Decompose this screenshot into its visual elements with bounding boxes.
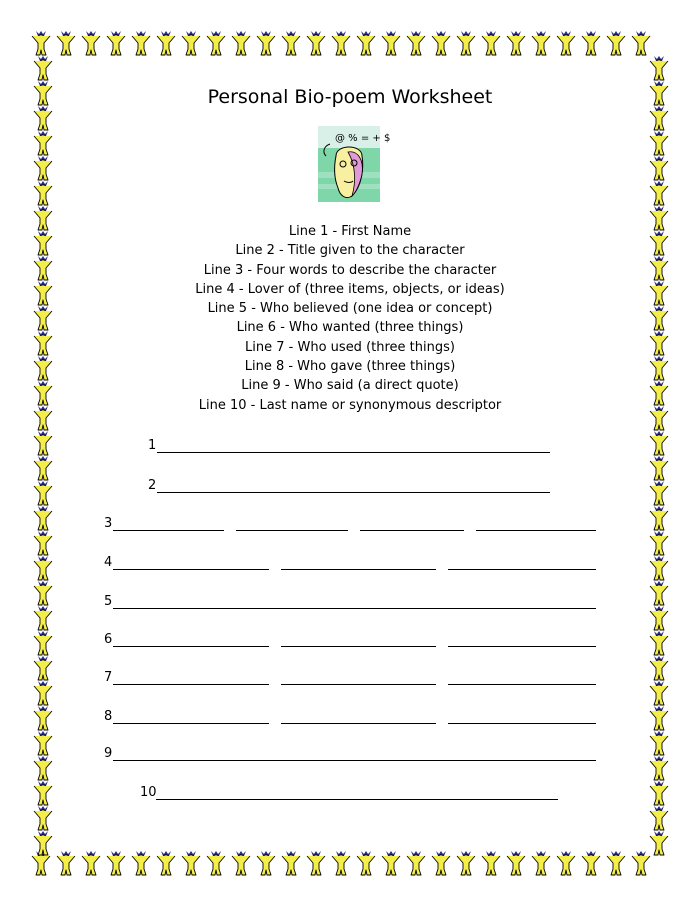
- cheering-figure-icon: [580, 30, 602, 56]
- cheering-figure-icon: [355, 30, 377, 56]
- cheering-figure-icon: [648, 180, 670, 206]
- cheering-figure-icon: [30, 30, 52, 56]
- cheering-figure-icon: [605, 850, 627, 876]
- cheering-figure-icon: [32, 80, 54, 106]
- cheering-figure-icon: [32, 55, 54, 81]
- cheering-figure-icon: [605, 30, 627, 56]
- cheering-figure-icon: [255, 850, 277, 876]
- cheering-figure-icon: [32, 155, 54, 181]
- cheering-figure-icon: [648, 605, 670, 631]
- instruction-line: Line 3 - Four words to describe the character: [203, 262, 497, 278]
- answer-number-9: 9: [104, 746, 113, 761]
- cheering-figure-icon: [648, 280, 670, 306]
- instruction-line: Line 9 - Who said (a direct quote): [241, 378, 459, 394]
- cheering-figure-icon: [648, 105, 670, 131]
- cheering-figure-icon: [305, 850, 327, 876]
- cheering-figure-icon: [155, 30, 177, 56]
- cheering-figure-icon: [255, 30, 277, 56]
- cheering-figure-icon: [480, 850, 502, 876]
- thinking-face-icon: [318, 126, 391, 202]
- cheering-figure-icon: [32, 330, 54, 356]
- cheering-figure-icon: [32, 405, 54, 431]
- cheering-figure-icon: [205, 30, 227, 56]
- answer-blank-6b[interactable]: [281, 646, 436, 647]
- cheering-figure-icon: [32, 105, 54, 131]
- cheering-figure-icon: [648, 730, 670, 756]
- cheering-figure-icon: [32, 430, 54, 456]
- answer-blank-4b[interactable]: [281, 569, 436, 570]
- cheering-figure-icon: [180, 850, 202, 876]
- cheering-figure-icon: [648, 55, 670, 81]
- cheering-figure-icon: [648, 555, 670, 581]
- cheering-figure-icon: [405, 30, 427, 56]
- cheering-figure-icon: [32, 755, 54, 781]
- cheering-figure-icon: [430, 30, 452, 56]
- answer-number-7: 7: [104, 670, 113, 685]
- cheering-figure-icon: [648, 230, 670, 256]
- cheering-figure-icon: [32, 180, 54, 206]
- cheering-figure-icon: [530, 30, 552, 56]
- cheering-figure-icon: [555, 850, 577, 876]
- cheering-figure-icon: [648, 355, 670, 381]
- answer-blank-7a[interactable]: [113, 684, 269, 685]
- answer-blank-8b[interactable]: [281, 723, 436, 724]
- cheering-figure-icon: [648, 455, 670, 481]
- answer-number-4: 4: [104, 555, 113, 570]
- answer-blank-4c[interactable]: [448, 569, 596, 570]
- answer-blank-4a[interactable]: [113, 569, 269, 570]
- answer-blank-7b[interactable]: [281, 684, 436, 685]
- cheering-figure-icon: [32, 255, 54, 281]
- instruction-line: Line 5 - Who believed (one idea or concept): [207, 301, 493, 317]
- cheering-figure-icon: [505, 30, 527, 56]
- instruction-line: Line 8 - Who gave (three things): [244, 359, 456, 375]
- cheering-figure-icon: [32, 530, 54, 556]
- cheering-figure-icon: [32, 580, 54, 606]
- cheering-figure-icon: [648, 405, 670, 431]
- answer-blank-8c[interactable]: [448, 723, 596, 724]
- cheering-figure-icon: [330, 850, 352, 876]
- instruction-line: Line 6 - Who wanted (three things): [236, 320, 464, 336]
- instruction-list: [0, 222, 700, 415]
- cheering-figure-icon: [205, 850, 227, 876]
- cheering-figure-icon: [430, 850, 452, 876]
- cheering-figure-icon: [355, 850, 377, 876]
- answer-blank-3c[interactable]: [360, 530, 464, 531]
- answer-blank-6c[interactable]: [448, 646, 596, 647]
- cheering-figure-icon: [648, 655, 670, 681]
- cheering-figure-icon: [330, 30, 352, 56]
- cheering-figure-icon: [32, 130, 54, 156]
- cheering-figure-icon: [405, 850, 427, 876]
- cheering-figure-icon: [130, 850, 152, 876]
- cheering-figure-icon: [230, 850, 252, 876]
- cheering-figure-icon: [648, 255, 670, 281]
- cheering-figure-icon: [130, 30, 152, 56]
- cheering-figure-icon: [280, 30, 302, 56]
- answer-blank-8a[interactable]: [113, 723, 269, 724]
- answer-blank-7c[interactable]: [448, 684, 596, 685]
- cheering-figure-icon: [32, 655, 54, 681]
- cheering-figure-icon: [32, 805, 54, 831]
- cheering-figure-icon: [180, 30, 202, 56]
- cheering-figure-icon: [305, 30, 327, 56]
- cheering-figure-icon: [32, 555, 54, 581]
- worksheet-title: Personal Bio-poem Worksheet: [207, 86, 493, 108]
- cheering-figure-icon: [455, 850, 477, 876]
- answer-blank-2[interactable]: [157, 492, 550, 493]
- cheering-figure-icon: [32, 230, 54, 256]
- answer-number-1: 1: [148, 438, 157, 453]
- cheering-figure-icon: [32, 280, 54, 306]
- cheering-figure-icon: [648, 780, 670, 806]
- clipart-symbols: @ % = + $: [335, 133, 391, 144]
- answer-number-6: 6: [104, 632, 113, 647]
- cheering-figure-icon: [32, 780, 54, 806]
- cheering-figure-icon: [648, 505, 670, 531]
- instruction-line: Line 1 - First Name: [288, 224, 412, 239]
- cheering-figure-icon: [648, 330, 670, 356]
- cheering-figure-icon: [80, 850, 102, 876]
- cheering-figure-icon: [648, 805, 670, 831]
- answer-blank-3a[interactable]: [113, 530, 224, 531]
- cheering-figure-icon: [505, 850, 527, 876]
- answer-blank-10[interactable]: [156, 799, 558, 800]
- cheering-figure-icon: [32, 505, 54, 531]
- cheering-figure-icon: [32, 305, 54, 331]
- answer-number-8: 8: [104, 709, 113, 724]
- cheering-figure-icon: [580, 850, 602, 876]
- cheering-figure-icon: [32, 605, 54, 631]
- cheering-figure-icon: [648, 430, 670, 456]
- cheering-figure-icon: [555, 30, 577, 56]
- cheering-figure-icon: [648, 130, 670, 156]
- cheering-figure-icon: [155, 850, 177, 876]
- cheering-figure-icon: [105, 850, 127, 876]
- cheering-figure-icon: [648, 705, 670, 731]
- cheering-figure-icon: [230, 30, 252, 56]
- cheering-figure-icon: [648, 80, 670, 106]
- cheering-figure-icon: [648, 205, 670, 231]
- answer-number-2: 2: [148, 478, 157, 493]
- cheering-figure-icon: [648, 530, 670, 556]
- cheering-figure-icon: [32, 830, 54, 856]
- instruction-line: Line 7 - Who used (three things): [245, 339, 455, 355]
- answer-number-10: 10: [140, 785, 157, 800]
- cheering-figure-icon: [32, 355, 54, 381]
- cheering-figure-icon: [648, 305, 670, 331]
- cheering-figure-icon: [32, 705, 54, 731]
- cheering-figure-icon: [55, 850, 77, 876]
- instruction-line: Line 4 - Lover of (three items, objects, or ideas): [195, 281, 505, 297]
- cheering-figure-icon: [32, 205, 54, 231]
- cheering-figure-icon: [32, 730, 54, 756]
- cheering-figure-icon: [455, 30, 477, 56]
- cheering-figure-icon: [648, 580, 670, 606]
- answer-blank-3d[interactable]: [476, 530, 596, 531]
- cheering-figure-icon: [648, 630, 670, 656]
- cheering-figure-icon: [648, 480, 670, 506]
- answer-number-3: 3: [104, 516, 113, 531]
- cheering-figure-icon: [380, 30, 402, 56]
- answer-blank-3b[interactable]: [236, 530, 348, 531]
- answer-blank-1[interactable]: [157, 452, 550, 453]
- cheering-figure-icon: [648, 155, 670, 181]
- cheering-figure-icon: [280, 850, 302, 876]
- cheering-figure-icon: [32, 680, 54, 706]
- cheering-figure-icon: [648, 680, 670, 706]
- answer-blank-6a[interactable]: [113, 646, 269, 647]
- cheering-figure-icon: [380, 850, 402, 876]
- cheering-figure-icon: [630, 30, 652, 56]
- cheering-figure-icon: [32, 380, 54, 406]
- cheering-figure-icon: [648, 830, 670, 856]
- cheering-figure-icon: [648, 380, 670, 406]
- cheering-figure-icon: [32, 630, 54, 656]
- cheering-figure-icon: [105, 30, 127, 56]
- cheering-figure-icon: [480, 30, 502, 56]
- cheering-figure-icon: [55, 30, 77, 56]
- cheering-figure-icon: [32, 480, 54, 506]
- cheering-figure-icon: [80, 30, 102, 56]
- cheering-figure-icon: [32, 455, 54, 481]
- cheering-figure-icon: [530, 850, 552, 876]
- instruction-line: Line 2 - Title given to the character: [235, 243, 465, 259]
- answer-number-5: 5: [104, 594, 113, 609]
- instruction-line: Line 10 - Last name or synonymous descriptor: [198, 397, 502, 413]
- cheering-figure-icon: [648, 755, 670, 781]
- answer-blank-9[interactable]: [113, 760, 596, 761]
- answer-blank-5[interactable]: [113, 608, 596, 609]
